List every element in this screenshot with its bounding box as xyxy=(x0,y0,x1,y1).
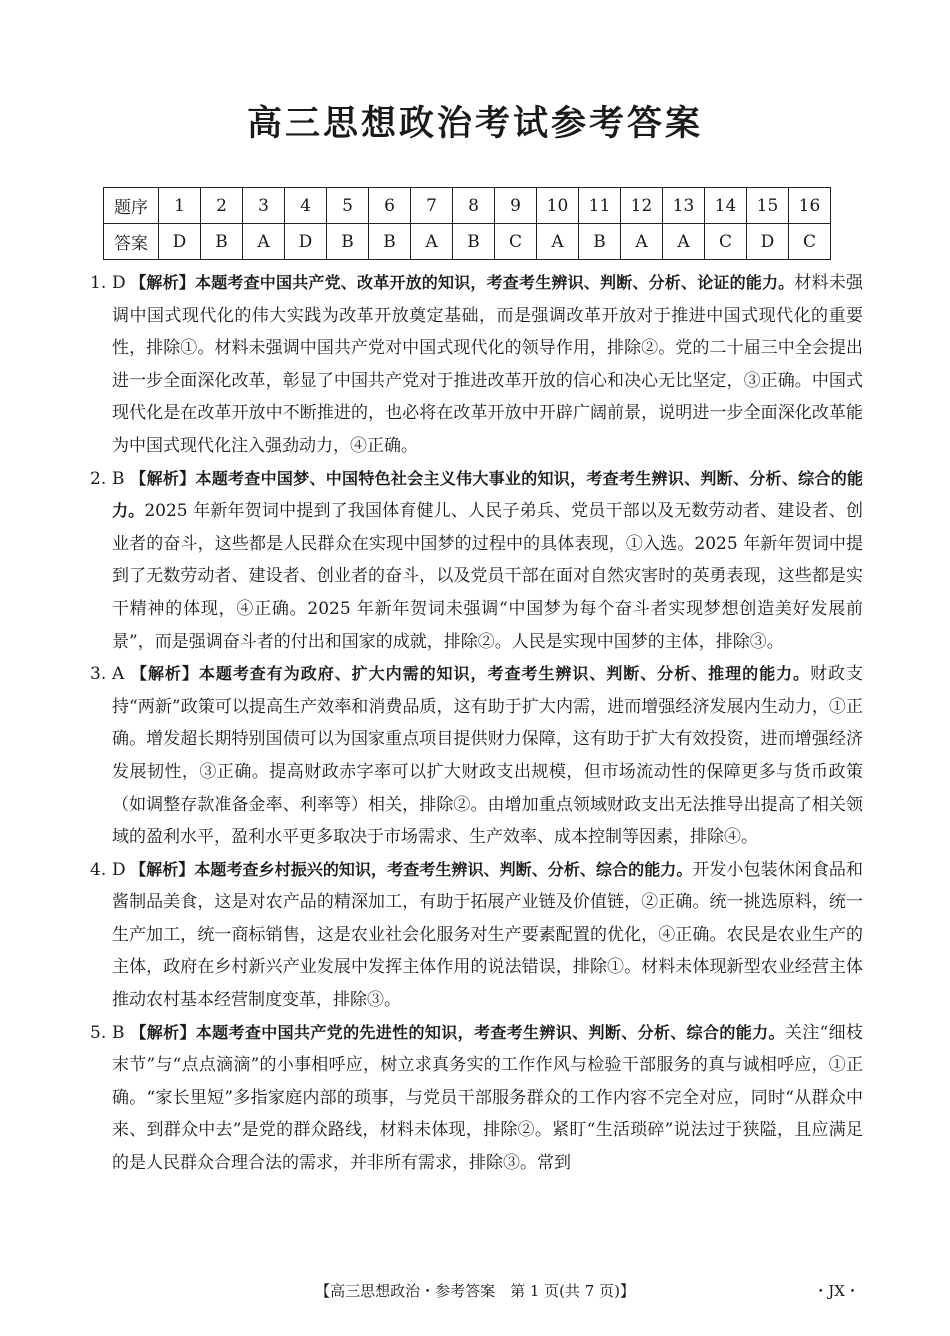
answer-cell: D xyxy=(159,224,201,260)
item-analysis-text: 关注“细枝末节”与“点点滴滴”的小事相呼应，树立求真务实的工作作风与检验干部服务的真与诚相呼应，①正确。“家长里短”多指家庭内部的琐事，与党员干部服务群众的工作内容不完全对应，同时“从群众中来、到群众中去”是党的群众路线，材料未体现，排除②。紧盯“生活琐碎”说法过于狭隘，且应满足的是人民群众合理合法的需求，并非所有需求，排除③。常到 xyxy=(112,1022,863,1174)
answer-cell: C xyxy=(495,224,537,260)
item-analysis-text: 材料未强调中国式现代化的伟大实践为改革开放奠定基础，而是强调改革开放对于推进中国式现代化的重要性，排除①。材料未强调中国共产党对中国式现代化的领导作用，排除②。党的二十届三中全会提出进一步全面深化改革，彰显了中国共产党对于推进改革开放的信心和决心无比坚定，③正确。中国式现代化是在改革开放中不断推进的，也必将在改革开放中开辟广阔前景，说明进一步全面深化改革能为中国式现代化注入强劲动力，④正确。 xyxy=(112,273,863,456)
answer-cell: B xyxy=(453,224,495,260)
answer-cell: D xyxy=(285,224,327,260)
question-number-cell: 2 xyxy=(201,188,243,224)
question-number-cell: 6 xyxy=(369,188,411,224)
item-number: 3. xyxy=(90,664,107,685)
question-number-cell: 13 xyxy=(663,188,705,224)
question-number-cell: 11 xyxy=(579,188,621,224)
row-label-answers: 答案 xyxy=(104,224,159,260)
item-body xyxy=(112,267,863,463)
item-number: 4. xyxy=(90,859,107,880)
answer-cell: A xyxy=(537,224,579,260)
question-number-cell: 9 xyxy=(495,188,537,224)
explanation-item xyxy=(90,854,863,1017)
answer-cell: B xyxy=(579,224,621,260)
row-label-numbers: 题序 xyxy=(104,188,159,224)
item-analysis-text: 2025 年新年贺词中提到了我国体育健儿、人民子弟兵、党员干部以及无数劳动者、建设者、创业者的奋斗，这些都是人民群众在实现中国梦的过程中的具体表现，①入选。2025 年新年贺词中提到了无数劳动者、建设者、创业者的奋斗，以及党员干部在面对自然灾害时的英勇表现，这些都是实干精神的体现，④正确。2025 年新年贺词未强调“中国梦为每个奋斗者实现梦想创造美好发展前景”，而是强调奋斗者的付出和国家的成就，排除②。人民是实现中国梦的主体，排除③。 xyxy=(112,501,863,652)
explanation-item xyxy=(90,267,863,463)
question-number-cell: 16 xyxy=(789,188,831,224)
item-analysis-heading: 【解析】本题考查中国梦、中国特色社会主义伟大事业的知识，考查考生辨识、判断、分析、综合的能力。 xyxy=(112,468,863,521)
answer-cell: A xyxy=(621,224,663,260)
question-number-cell: 10 xyxy=(537,188,579,224)
item-body xyxy=(112,463,863,659)
question-number-cell: 3 xyxy=(243,188,285,224)
explanation-item xyxy=(90,1017,863,1180)
answer-table xyxy=(103,187,831,260)
page-footer: 【高三思想政治・参考答案 第 1 页(共 7 页)】 xyxy=(315,1282,635,1300)
item-analysis-heading: 【解析】本题考查乡村振兴的知识，考查考生辨识、判断、分析、综合的能力。 xyxy=(130,859,693,879)
question-number-cell: 4 xyxy=(285,188,327,224)
question-number-cell: 8 xyxy=(453,188,495,224)
explanation-item xyxy=(90,463,863,659)
answer-cell: A xyxy=(243,224,285,260)
answer-cell: B xyxy=(327,224,369,260)
item-analysis-heading: 【解析】本题考查中国共产党的先进性的知识，考查考生辨识、判断、分析、综合的能力。 xyxy=(130,1022,785,1042)
item-answer: D xyxy=(112,273,126,293)
question-number-cell: 15 xyxy=(747,188,789,224)
item-body xyxy=(112,1017,863,1180)
question-number-cell: 14 xyxy=(705,188,747,224)
table-row-answers xyxy=(104,224,831,260)
question-number-cell: 1 xyxy=(159,188,201,224)
item-analysis-text: 开发小包装休闲食品和酱制品美食，这是对农产品的精深加工，有助于拓展产业链及价值链，②正确。统一挑选原料，统一生产加工，统一商标销售，这是农业社会化服务对生产要素配置的优化，④正确。农民是农业生产的主体，政府在乡村新兴产业发展中发挥主体作用的说法错误，排除①。材料未体现新型农业经营主体推动农村基本经营制度变革，排除③。 xyxy=(112,859,863,1011)
table-row-numbers xyxy=(104,188,831,224)
answer-cell: C xyxy=(789,224,831,260)
answer-cell: A xyxy=(663,224,705,260)
explanation-item xyxy=(90,658,863,854)
footer-region-tag: ・JX・ xyxy=(813,1282,860,1300)
item-analysis-text: 财政支持“两新”政策可以提高生产效率和消费品质，这有助于扩大内需，进而增强经济发展内生动力，①正确。增发超长期特别国债可以为国家重点项目提供财力保障，这有助于扩大有效投资，进而增强经济发展韧性，③正确。提高财政赤字率可以扩大财政支出规模，但市场流动性的保障更多与货币政策（如调整存款准备金率、利率等）相关，排除②。由增加重点领域财政支出无法推导出提高了相关领域的盈利水平，盈利水平更多取决于市场需求、生产效率、成本控制等因素，排除④。 xyxy=(112,664,863,848)
item-analysis-heading: 【解析】本题考查有为政府、扩大内需的知识，考查考生辨识、判断、分析、推理的能力。 xyxy=(130,664,811,684)
answer-cell: C xyxy=(705,224,747,260)
answer-cell: D xyxy=(747,224,789,260)
item-answer: B xyxy=(112,1022,125,1043)
item-answer: D xyxy=(112,859,126,880)
item-answer: A xyxy=(112,664,125,685)
page-title: 高三思想政治考试参考答案 xyxy=(246,104,703,144)
explanations xyxy=(90,267,863,1180)
item-answer: B xyxy=(112,468,125,489)
item-analysis-heading: 【解析】本题考查中国共产党、改革开放的知识，考查考生辨识、判断、分析、论证的能力。 xyxy=(130,273,795,292)
item-number: 5. xyxy=(90,1022,107,1043)
item-body xyxy=(112,658,863,854)
item-body xyxy=(112,854,863,1017)
answer-cell: A xyxy=(411,224,453,260)
answer-cell: B xyxy=(369,224,411,260)
item-number: 2. xyxy=(90,468,107,489)
item-number: 1. xyxy=(90,273,107,293)
question-number-cell: 7 xyxy=(411,188,453,224)
question-number-cell: 5 xyxy=(327,188,369,224)
question-number-cell: 12 xyxy=(621,188,663,224)
answer-cell: B xyxy=(201,224,243,260)
